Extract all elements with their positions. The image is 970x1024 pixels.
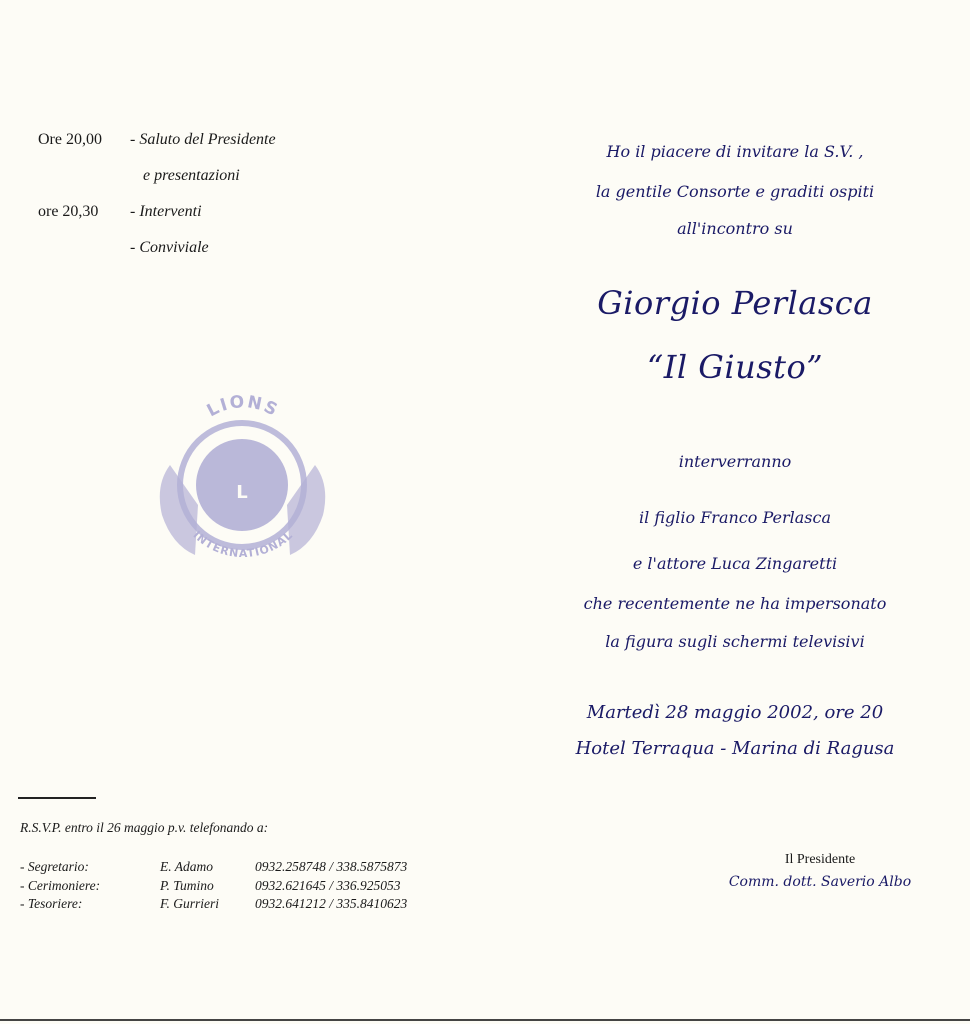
contact-role: - Tesoriere: xyxy=(20,896,83,911)
program-row xyxy=(38,230,276,266)
rsvp-intro: R.S.V.P. entro il 26 maggio p.v. telefonando a: xyxy=(20,820,269,835)
contact-name: P. Tumino xyxy=(160,877,214,893)
speaker-line: la figura sugli schermi televisivi xyxy=(605,632,865,651)
contact-phones: 0932.258748 / 338.5875873 xyxy=(255,859,408,874)
page-bottom-border xyxy=(0,1019,970,1021)
rsvp-contacts xyxy=(20,858,407,914)
contact-name: F. Gurrieri xyxy=(160,896,220,911)
program-time: Ore 20,00 xyxy=(38,131,102,148)
emblem-bottom-text: INTERNATIONAL xyxy=(190,528,296,561)
speaker-line: che recentemente ne ha impersonato xyxy=(583,594,887,613)
honoree-name: Giorgio Perlasca xyxy=(597,284,873,322)
contact-role: - Cerimoniere: xyxy=(20,877,101,893)
contact-role: - Segretario: xyxy=(20,859,89,874)
rsvp-contact-row xyxy=(20,877,407,896)
program-time: ore 20,30 xyxy=(38,203,99,220)
contact-phones: 0932.641212 / 335.8410623 xyxy=(255,896,408,911)
honoree-title: “Il Giusto” xyxy=(646,348,824,386)
emblem-letter: L xyxy=(236,482,248,503)
signature-block xyxy=(700,852,940,890)
program-activity: - Interventi xyxy=(130,203,202,220)
invite-intro-line: all'incontro su xyxy=(677,219,793,238)
contact-name: E. Adamo xyxy=(160,859,213,874)
speakers-heading: interverranno xyxy=(678,452,792,471)
speaker-line: e l'attore Luca Zingaretti xyxy=(632,554,838,573)
signature-name: Comm. dott. Saverio Albo xyxy=(728,874,912,890)
signature-title: Il Presidente xyxy=(784,852,856,867)
program-activity: - Conviviale xyxy=(130,239,209,256)
speaker-line: il figlio Franco Perlasca xyxy=(639,508,831,527)
contact-phones: 0932.621645 / 336.925053 xyxy=(255,877,401,893)
invite-intro-line: la gentile Consorte e graditi ospiti xyxy=(595,182,875,201)
program-activity: e presentazioni xyxy=(143,167,240,184)
program-row xyxy=(38,194,276,230)
program-activity: - Saluto del Presidente xyxy=(130,131,276,148)
event-venue: Hotel Terraqua - Marina di Ragusa xyxy=(575,738,895,759)
program-time xyxy=(38,158,130,194)
program-schedule xyxy=(38,122,276,266)
event-date-time: Martedì 28 maggio 2002, ore 20 xyxy=(586,702,884,723)
lions-emblem-logo xyxy=(150,385,335,585)
invite-intro-line: Ho il piacere di invitare la S.V. , xyxy=(606,142,864,161)
rsvp-divider xyxy=(18,797,96,799)
rsvp-contact-row xyxy=(20,858,407,877)
program-row xyxy=(38,122,276,158)
program-row xyxy=(38,158,276,194)
program-time xyxy=(38,230,130,266)
emblem-top-text: LIONS xyxy=(203,391,283,422)
rsvp-contact-row xyxy=(20,895,407,914)
